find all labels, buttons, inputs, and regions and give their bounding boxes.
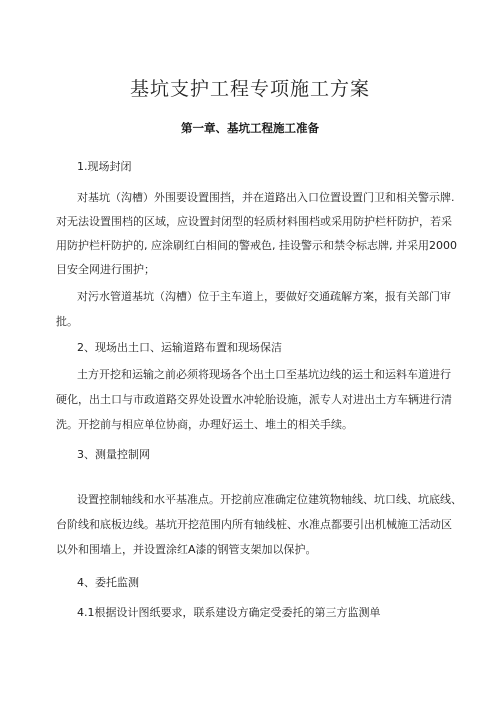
paragraph-line: 对基坑（沟槽）外围要设置围挡，并在道路出入口位置设置门卫和相关警示牌. bbox=[77, 191, 455, 204]
paragraph-line: 对无法设置围档的区域，应设置封闭型的轻质材料围档或采用防护栏杆防护，若采 bbox=[56, 215, 452, 228]
paragraph-line: 4.1根据设计图纸要求，联系建设方确定受委托的第三方监测单 bbox=[77, 606, 381, 619]
paragraph-line: 台阶线和底板边线。基坑开挖范围内所有轴线桩、水准点都要引出机械施工活动区 bbox=[56, 518, 452, 531]
paragraph-line: 批。 bbox=[56, 315, 78, 328]
paragraph-line: 对污水管道基坑（沟槽）位于主车道上，要做好交通疏解方案，报有关部门审 bbox=[77, 290, 451, 303]
paragraph-line: 以外和围墙上，并设置涂红A漆的钢管支架加以保护。 bbox=[56, 543, 317, 556]
paragraph-line: 目安全网进行围护； bbox=[56, 263, 155, 276]
chapter-heading: 第一章、基坑工程施工准备 bbox=[181, 121, 319, 135]
paragraph-line: 设置控制轴线和水平基准点。开挖前应准确定位建筑物轴线、坑口线、坑底线、 bbox=[77, 493, 462, 506]
section-1-heading: 1.现场封闭 bbox=[77, 160, 132, 173]
document-title: 基坑支护工程专项施工方案 bbox=[129, 78, 370, 100]
paragraph-line: 洗。开挖前与相应单位协商，办理好运土、堆土的相关手续。 bbox=[56, 418, 353, 431]
section-4-heading: 4、委托监测 bbox=[77, 576, 139, 589]
section-2-heading: 2、现场出土口、运输道路布置和现场保洁 bbox=[77, 341, 282, 354]
section-3-heading: 3、测量控制网 bbox=[77, 448, 150, 461]
paragraph-line: 土方开挖和运输之前必须将现场各个出土口至基坑边线的运土和运料车道进行 bbox=[77, 368, 451, 381]
paragraph-line: 硬化，出土口与市政道路交界处设置水冲轮胎设施，派专人对进出土方车辆进行清 bbox=[56, 393, 452, 406]
paragraph-line: 用防护栏杆防护的, 应涂刷红白相间的警戒色, 挂设警示和禁令标志牌, 并采用2000 bbox=[56, 239, 457, 252]
